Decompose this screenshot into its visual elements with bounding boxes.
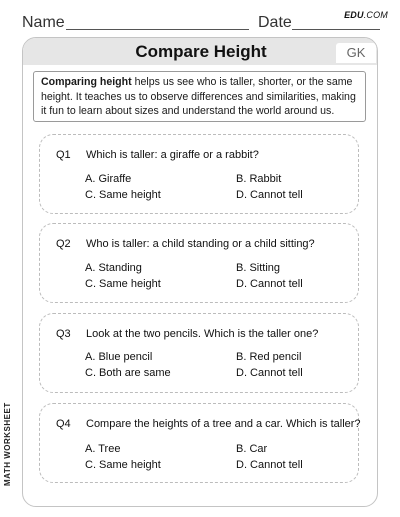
side-label: MATH WORKSHEET — [3, 402, 12, 486]
name-label: Name — [22, 14, 65, 31]
question-text: Which is taller: a giraffe or a rabbit? — [86, 149, 259, 161]
title-bar — [23, 38, 378, 65]
question-number: Q2 — [56, 238, 71, 250]
option-d[interactable]: D. Cannot tell — [236, 459, 303, 471]
option-b[interactable]: B. Sitting — [236, 262, 281, 274]
name-field-line[interactable] — [66, 29, 249, 30]
intro-bold: Comparing height — [41, 76, 132, 88]
question-text: Who is taller: a child standing or a child sitting? — [86, 238, 315, 250]
question-number: Q4 — [56, 418, 71, 430]
option-c[interactable]: C. Same height — [85, 278, 161, 290]
option-a[interactable]: A. Standing — [85, 262, 142, 274]
option-b[interactable]: B. Car — [236, 443, 268, 455]
brand-logo — [344, 10, 388, 20]
option-a[interactable]: A. Tree — [85, 443, 121, 455]
option-d[interactable]: D. Cannot tell — [236, 189, 303, 201]
question-number: Q1 — [56, 149, 71, 161]
intro-box — [33, 71, 366, 122]
question-card-2 — [39, 223, 359, 303]
date-label: Date — [258, 14, 292, 31]
grade-tab: GK — [336, 43, 376, 63]
option-b[interactable]: B. Red pencil — [236, 351, 302, 363]
page-title: Compare Height — [135, 42, 267, 61]
question-text: Look at the two pencils. Which is the taller one? — [86, 328, 319, 340]
worksheet-header — [0, 2, 400, 36]
option-d[interactable]: D. Cannot tell — [236, 278, 303, 290]
option-b[interactable]: B. Rabbit — [236, 173, 282, 185]
question-card-4 — [39, 403, 359, 483]
option-d[interactable]: D. Cannot tell — [236, 367, 303, 379]
question-text: Compare the heights of a tree and a car. Which is taller? — [86, 418, 361, 430]
question-card-1 — [39, 134, 359, 214]
intro-text: helps us see who is taller, shorter, or the same height. It teaches us to observe differences and similarities, making it fun to learn about sizes and understand the world around us. — [41, 76, 356, 117]
question-number: Q3 — [56, 328, 71, 340]
worksheet-panel — [22, 37, 378, 507]
option-c[interactable]: C. Same height — [85, 459, 161, 471]
option-c[interactable]: C. Both are same — [85, 367, 171, 379]
brand-logo-main: EDU — [344, 10, 364, 20]
option-c[interactable]: C. Same height — [85, 189, 161, 201]
question-card-3 — [39, 313, 359, 393]
option-a[interactable]: A. Blue pencil — [85, 351, 153, 363]
date-field-line[interactable] — [292, 29, 380, 30]
brand-logo-suffix: .COM — [363, 10, 388, 20]
option-a[interactable]: A. Giraffe — [85, 173, 132, 185]
